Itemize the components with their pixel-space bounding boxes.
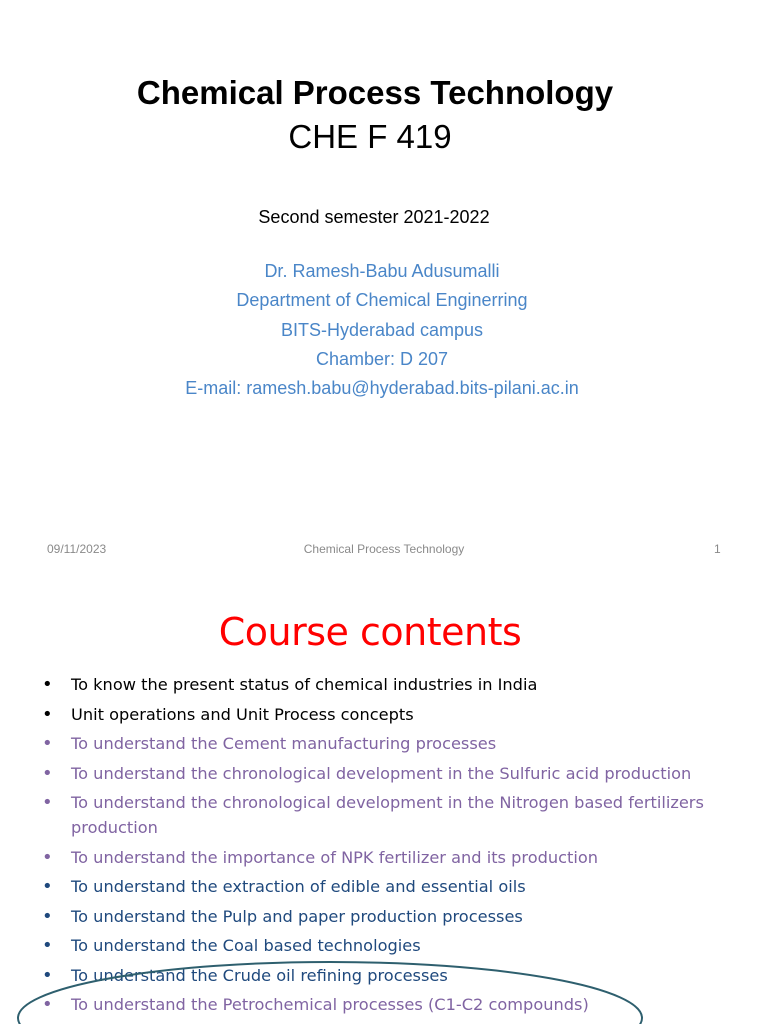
list-item: • To understand the Cement manufacturing processes: [42, 731, 754, 756]
highlight-ellipse: [0, 590, 768, 1024]
footer-date: 09/11/2023: [47, 542, 107, 556]
campus: BITS-Hyderabad campus: [280, 319, 484, 340]
list-item: • To understand the importance of NPK fertilizer and its production: [42, 845, 754, 870]
list-item: • To understand the chronological development in the Sulfuric acid production: [42, 761, 754, 786]
instructor-name: Dr. Ramesh-Babu Adusumalli: [264, 261, 500, 281]
semester-text: Second semester 2021-2022: [258, 207, 490, 227]
list-item: • To understand the Petrochemical processes (C1-C2 compounds): [42, 992, 754, 1017]
list-item: • To know the present status of chemical industries in India: [42, 672, 754, 697]
list-item: • Unit operations and Unit Process concepts: [42, 702, 754, 727]
contents-title: Course contents: [218, 610, 522, 654]
contents-slide: [0, 590, 768, 1024]
course-code: CHE F 419: [288, 118, 452, 155]
footer-page-number: 1: [714, 542, 721, 556]
footer-title: Chemical Process Technology: [303, 542, 465, 556]
list-item: • To understand the extraction of edible and essential oils: [42, 874, 754, 899]
contact-block: [0, 257, 764, 403]
slide-title: Chemical Process Technology: [136, 74, 614, 111]
list-item: • To understand the Coal based technologies: [42, 933, 754, 958]
list-item: • To understand the chronological development in the Nitrogen based fertilizers production: [42, 790, 754, 840]
chamber: Chamber: D 207: [315, 348, 449, 369]
list-item: • To understand the Pulp and paper production processes: [42, 904, 754, 929]
email: E-mail: ramesh.babu@hyderabad.bits-pilani.ac.in: [185, 378, 579, 399]
list-item: • To understand the Crude oil refining processes: [42, 963, 754, 988]
department: Department of Chemical Enginerring: [236, 290, 528, 311]
highlight-ellipse-shape: [18, 962, 642, 1024]
